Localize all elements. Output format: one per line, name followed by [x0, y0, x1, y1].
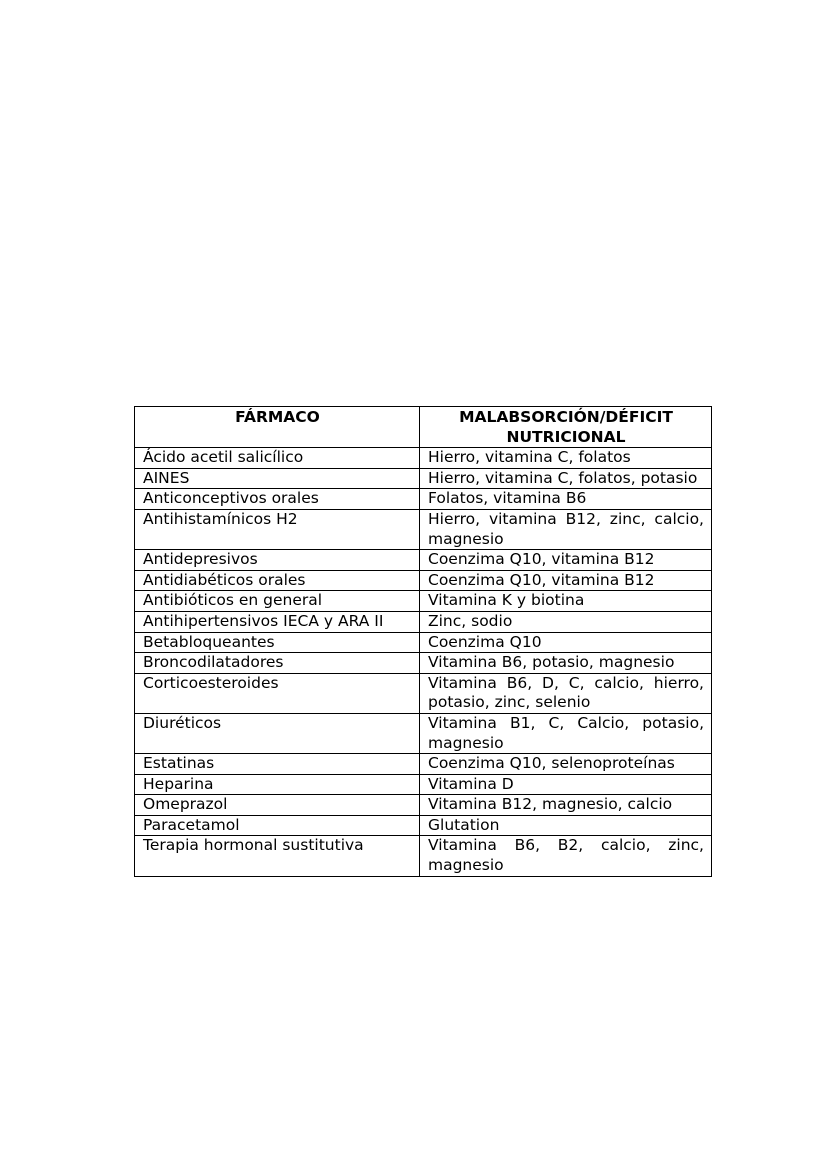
- table-row: [135, 632, 712, 653]
- deficit-cell: Vitamina B1, C, Calcio, potasio, magnesio: [420, 713, 712, 753]
- table-row: [135, 774, 712, 795]
- table-row: [135, 591, 712, 612]
- drug-cell: Betabloqueantes: [135, 632, 420, 653]
- deficit-cell: Vitamina D: [420, 774, 712, 795]
- deficit-cell: Coenzima Q10, vitamina B12: [420, 550, 712, 571]
- table-row: [135, 795, 712, 816]
- table-row: [135, 489, 712, 510]
- deficit-cell: Vitamina B12, magnesio, calcio: [420, 795, 712, 816]
- header-farmaco: FÁRMACO: [135, 407, 420, 448]
- table-row: [135, 815, 712, 836]
- drug-cell: Corticoesteroides: [135, 673, 420, 713]
- drug-cell: Ácido acetil salicílico: [135, 448, 420, 469]
- deficit-cell: Hierro, vitamina C, folatos, potasio: [420, 468, 712, 489]
- drug-cell: Antihistamínicos H2: [135, 509, 420, 549]
- table-row: [135, 653, 712, 674]
- header-malabsorcion: MALABSORCIÓN/DÉFICIT NUTRICIONAL: [420, 407, 712, 448]
- drug-cell: Omeprazol: [135, 795, 420, 816]
- drug-cell: Antihipertensivos IECA y ARA II: [135, 611, 420, 632]
- table-row: [135, 673, 712, 713]
- drug-cell: Paracetamol: [135, 815, 420, 836]
- drug-nutrient-table: [134, 406, 712, 877]
- table-row: [135, 836, 712, 876]
- drug-cell: AINES: [135, 468, 420, 489]
- deficit-cell: Vitamina B6, B2, calcio, zinc, magnesio: [420, 836, 712, 876]
- deficit-cell: Vitamina B6, D, C, calcio, hierro, potasio, zinc, selenio: [420, 673, 712, 713]
- drug-cell: Antidepresivos: [135, 550, 420, 571]
- table-row: [135, 754, 712, 775]
- drug-cell: Antibióticos en general: [135, 591, 420, 612]
- table-header-row: [135, 407, 712, 448]
- deficit-cell: Coenzima Q10, selenoproteínas: [420, 754, 712, 775]
- table-row: [135, 448, 712, 469]
- deficit-cell: Hierro, vitamina B12, zinc, calcio, magnesio: [420, 509, 712, 549]
- deficit-cell: Vitamina K y biotina: [420, 591, 712, 612]
- deficit-cell: Vitamina B6, potasio, magnesio: [420, 653, 712, 674]
- deficit-cell: Glutation: [420, 815, 712, 836]
- table-row: [135, 468, 712, 489]
- drug-cell: Diuréticos: [135, 713, 420, 753]
- drug-cell: Heparina: [135, 774, 420, 795]
- drug-cell: Estatinas: [135, 754, 420, 775]
- drug-cell: Broncodilatadores: [135, 653, 420, 674]
- deficit-cell: Hierro, vitamina C, folatos: [420, 448, 712, 469]
- table-row: [135, 509, 712, 549]
- table-row: [135, 570, 712, 591]
- table-row: [135, 611, 712, 632]
- drug-cell: Terapia hormonal sustitutiva: [135, 836, 420, 876]
- drug-cell: Antidiabéticos orales: [135, 570, 420, 591]
- deficit-cell: Coenzima Q10: [420, 632, 712, 653]
- deficit-cell: Coenzima Q10, vitamina B12: [420, 570, 712, 591]
- deficit-cell: Zinc, sodio: [420, 611, 712, 632]
- table-row: [135, 713, 712, 753]
- deficit-cell: Folatos, vitamina B6: [420, 489, 712, 510]
- table-row: [135, 550, 712, 571]
- table-body: [135, 448, 712, 876]
- drug-cell: Anticonceptivos orales: [135, 489, 420, 510]
